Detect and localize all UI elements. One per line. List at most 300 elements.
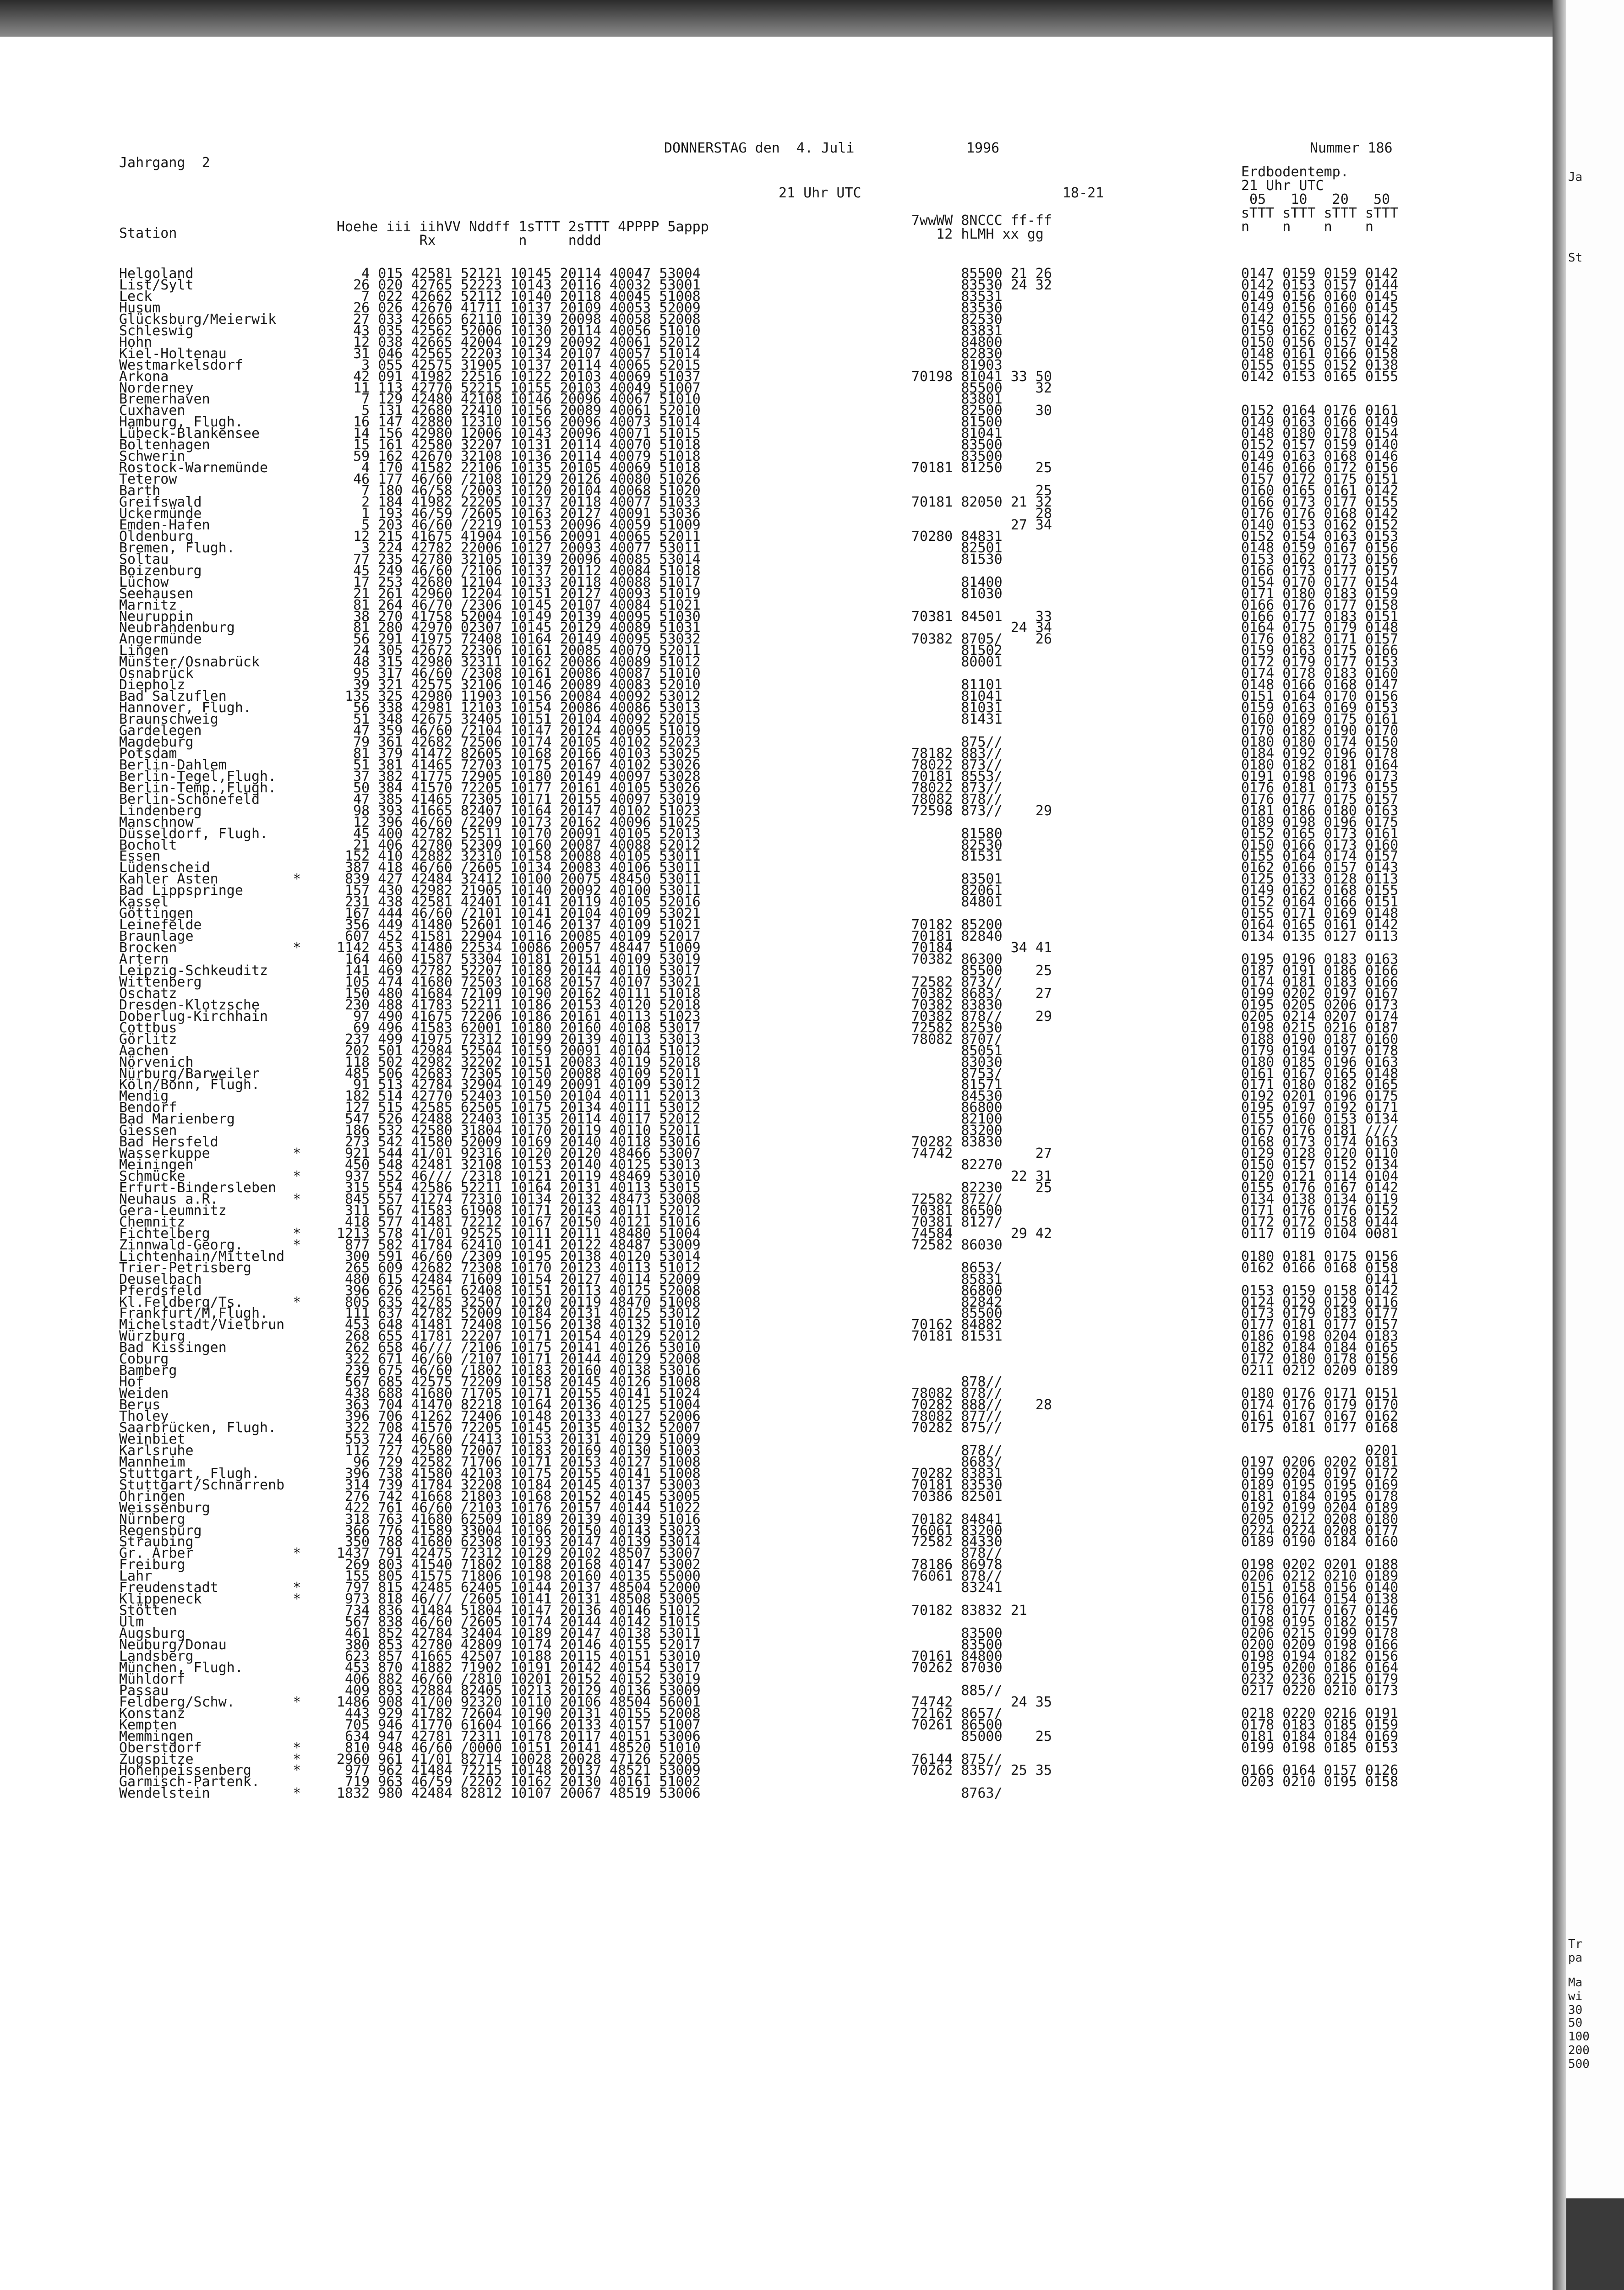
- weather-codes: 70280 84831: [911, 528, 1003, 545]
- synop-codes: 845 557 41274 72310 10134 20132 48473 53008: [337, 1191, 701, 1207]
- synop-codes: 21 261 42960 12204 10151 20127 40093 51019: [337, 585, 701, 602]
- station-name: Teterow: [119, 471, 177, 488]
- soil-temps: 0152 0165 0173 0161: [1241, 825, 1399, 842]
- station-name: Berus: [119, 1397, 161, 1413]
- station-name: Mannheim: [119, 1454, 185, 1470]
- station-name: Göttingen: [119, 905, 194, 922]
- weather-codes: 70382 83830: [911, 997, 1003, 1013]
- station-name: Augsburg: [119, 1625, 185, 1642]
- soil-temps: 0182 0184 0184 0165: [1241, 1340, 1399, 1356]
- synop-codes: 1437 791 42475 72312 10129 20102 48507 53007: [337, 1545, 701, 1562]
- station-name: Tholey: [119, 1408, 169, 1424]
- weather-codes: 76144 875//: [911, 1751, 1003, 1767]
- synop-codes: 450 548 42481 32108 10153 20140 40125 53013: [337, 1157, 701, 1173]
- station-name: Berlin-Tegel,Flugh.: [119, 768, 277, 785]
- synop-codes: 7 022 42662 52112 10140 20118 40045 51008: [337, 288, 701, 305]
- soil-temps: 0195 0205 0206 0173: [1241, 997, 1399, 1013]
- synop-codes: 839 427 42484 32412 10100 20075 48450 53011: [337, 871, 701, 888]
- station-name: Stötten: [119, 1603, 177, 1619]
- page-gutter-shadow: [1553, 0, 1566, 2290]
- jahrgang-label: Jahrgang 2: [119, 155, 210, 171]
- synop-codes: 7 180 46/58 /2003 10120 20104 40068 51020: [337, 483, 701, 499]
- synop-codes: 56 291 41975 72408 10164 20149 40095 53032: [337, 631, 701, 648]
- soil-temps: 0192 0199 0204 0189: [1241, 1499, 1399, 1516]
- synop-codes: 1832 980 42484 82812 10107 20067 48519 53006: [337, 1785, 701, 1802]
- synop-codes: 3 224 42782 22006 10127 20093 40077 53011: [337, 540, 701, 556]
- soil-temps: 0150 0156 0157 0142: [1241, 334, 1399, 350]
- synop-codes: 46 177 46/60 /2108 10129 20126 40080 51026: [337, 471, 701, 488]
- weather-codes: 81530: [911, 551, 1003, 567]
- synop-codes: 1213 578 41/01 92525 10111 20111 48480 51004: [337, 1225, 701, 1242]
- weather-codes: 72162 8657/: [911, 1705, 1003, 1722]
- soil-temps: 0186 0198 0204 0183: [1241, 1328, 1399, 1345]
- station-name: Würzburg: [119, 1328, 185, 1345]
- station-name: Freudenstadt *: [119, 1580, 301, 1596]
- weather-codes: 878//: [911, 1374, 1003, 1390]
- soil-temps: 0180 0182 0181 0164: [1241, 757, 1399, 773]
- station-name: Soltau: [119, 551, 169, 567]
- weather-codes: 70381 8127/: [911, 1214, 1003, 1230]
- soil-temps: 0198 0194 0182 0156: [1241, 1648, 1399, 1664]
- soil-temps: 0149 0163 0166 0149: [1241, 414, 1399, 431]
- soil-temps: 0150 0157 0152 0134: [1241, 1157, 1399, 1173]
- synop-codes: 363 704 41470 82218 10164 20136 40125 51004: [337, 1397, 701, 1413]
- synop-codes: 47 385 41465 72305 10171 20155 40097 53019: [337, 791, 701, 807]
- station-name: Leck: [119, 288, 153, 305]
- soil-temps: 0217 0220 0210 0173: [1241, 1682, 1399, 1699]
- synop-codes: 973 818 46/// /2605 10141 20131 48508 53005: [337, 1591, 701, 1608]
- station-name: Zugspitze *: [119, 1751, 301, 1767]
- synop-codes: 45 400 42782 52511 10170 20091 40105 52013: [337, 825, 701, 842]
- weather-codes: 878//: [911, 1442, 1003, 1459]
- weather-codes: 78182 883//: [911, 745, 1003, 762]
- soil-temps: 0159 0163 0175 0166: [1241, 643, 1399, 659]
- weather-codes: 84800: [911, 334, 1003, 350]
- soil-temp-depths: 05 10 20 50: [1241, 191, 1390, 207]
- synop-codes: 111 637 42782 52009 10184 20131 40125 53012: [337, 1305, 701, 1322]
- soil-temps: 0176 0177 0175 0157: [1241, 791, 1399, 807]
- station-name: Hannover, Flugh.: [119, 700, 251, 716]
- weather-codes: 85500: [911, 1305, 1003, 1322]
- synop-codes: 164 460 41587 53304 10181 20151 40109 53019: [337, 951, 701, 967]
- soil-temps: 0175 0181 0177 0168: [1241, 1419, 1399, 1436]
- soil-temps: 0141: [1241, 1271, 1399, 1287]
- weather-codes: 81041: [911, 688, 1003, 705]
- synop-codes: 56 338 42981 12103 10154 20086 40086 53013: [337, 700, 701, 716]
- station-name: Cottbus: [119, 1020, 177, 1036]
- soil-temps: 0152 0164 0176 0161: [1241, 403, 1399, 419]
- weather-codes: 8753/: [911, 1065, 1003, 1082]
- synop-codes: 485 506 42683 72305 10150 20088 40109 52011: [337, 1065, 701, 1082]
- weather-codes: 78082 877//: [911, 1408, 1003, 1424]
- synop-codes: 567 838 46/60 /2605 10174 20144 40142 51015: [337, 1614, 701, 1630]
- synop-codes: 77 235 42780 32105 10139 20096 40085 53014: [337, 551, 701, 567]
- weather-codes: 78082 878//: [911, 791, 1003, 807]
- weather-codes: 81502: [911, 643, 1003, 659]
- weather-codes: 74742 27: [911, 1145, 1052, 1162]
- synop-codes: 14 156 42980 12006 10143 20096 40071 51015: [337, 425, 701, 442]
- station-name: Coburg: [119, 1351, 169, 1368]
- station-name: Bendorf: [119, 1100, 177, 1116]
- soil-temps: 0151 0164 0170 0156: [1241, 688, 1399, 705]
- soil-temps: 0198 0202 0201 0188: [1241, 1557, 1399, 1573]
- station-name: Bad Lippspringe: [119, 883, 243, 899]
- weather-codes: 8763/: [911, 1785, 1003, 1802]
- station-name: Doberlug-Kirchhain: [119, 1008, 268, 1025]
- synop-codes: 239 675 46/60 /1802 10183 20160 40138 53016: [337, 1363, 701, 1379]
- synop-codes: 15 161 42580 32207 10131 20114 40070 51018: [337, 437, 701, 453]
- soil-temps: 0232 0236 0215 0179: [1241, 1671, 1399, 1687]
- synop-codes: 5 131 42680 22410 10156 20089 40061 52010: [337, 403, 701, 419]
- synop-codes: 366 776 41589 33004 10196 20150 40143 53023: [337, 1522, 701, 1539]
- scan-corner-shadow: [1566, 2198, 1624, 2290]
- station-name: Wendelstein *: [119, 1785, 301, 1802]
- weather-codes: 81030: [911, 585, 1003, 602]
- weather-codes: 70262 8357/ 25 35: [911, 1762, 1052, 1779]
- soil-temps: 0180 0180 0174 0150: [1241, 734, 1399, 750]
- synop-codes: 42 091 41982 22516 10122 20103 40069 51037: [337, 368, 701, 385]
- synop-codes: 186 532 42580 31804 10170 20119 40110 52011: [337, 1123, 701, 1139]
- weather-codes: 81903: [911, 357, 1003, 373]
- station-name: Mühldorf: [119, 1671, 185, 1687]
- soil-temps: 0134 0138 0134 0119: [1241, 1191, 1399, 1207]
- synop-codes: 59 162 42670 32108 10136 20114 40079 51018: [337, 448, 701, 465]
- soil-temps: 0166 0173 0177 0155: [1241, 494, 1399, 510]
- soil-temps: 0149 0162 0168 0155: [1241, 883, 1399, 899]
- soil-temps: 0191 0198 0196 0173: [1241, 768, 1399, 785]
- station-name: Braunlage: [119, 928, 194, 945]
- synop-codes: 51 381 41465 72703 10175 20167 40102 53026: [337, 757, 701, 773]
- soil-temps: 0152 0164 0166 0151: [1241, 894, 1399, 911]
- station-name: Neubrandenburg: [119, 620, 235, 636]
- soil-temps: 0142 0153 0165 0155: [1241, 368, 1399, 385]
- soil-temps: 0181 0186 0180 0163: [1241, 802, 1399, 819]
- weather-codes: 83241: [911, 1580, 1003, 1596]
- synop-codes: 322 671 46/60 /2107 10171 20144 40129 52008: [337, 1351, 701, 1368]
- weather-codes: 70382 86300: [911, 951, 1003, 967]
- station-name: Schwerin: [119, 448, 185, 465]
- soil-temps: 0166 0176 0177 0158: [1241, 597, 1399, 613]
- soil-temps: 0177 0181 0177 0157: [1241, 1317, 1399, 1333]
- station-name: Marnitz: [119, 597, 177, 613]
- synop-codes: 438 688 41680 71705 10171 20155 40141 51024: [337, 1385, 701, 1402]
- soil-temps: 0164 0165 0161 0142: [1241, 917, 1399, 933]
- next-page-fragment: pa: [1568, 1951, 1583, 1965]
- synop-codes: 43 035 42562 52006 10130 20114 40056 51010: [337, 322, 701, 339]
- station-name: Angermünde: [119, 631, 202, 648]
- station-name: Trier-Petrisberg: [119, 1260, 251, 1276]
- weather-codes: 78082 8707/: [911, 1031, 1003, 1047]
- weather-codes: 84530: [911, 1088, 1003, 1105]
- weather-codes: 81580: [911, 825, 1003, 842]
- weather-codes: 85500 21 26: [911, 266, 1052, 282]
- weather-codes: 83500: [911, 1625, 1003, 1642]
- weather-codes: 70181 8553/: [911, 768, 1003, 785]
- station-name: Magdeburg: [119, 734, 194, 750]
- soil-temps: 0211 0212 0209 0189: [1241, 1363, 1399, 1379]
- soil-temps: 0155 0171 0169 0148: [1241, 905, 1399, 922]
- soil-temps: 0199 0204 0197 0172: [1241, 1465, 1399, 1482]
- station-name: Weinbiet: [119, 1431, 185, 1447]
- next-page-fragment: 30: [1568, 2003, 1583, 2017]
- synop-codes: 480 615 42484 71609 10154 20127 40114 52009: [337, 1271, 701, 1287]
- synop-codes: 12 215 41675 41904 10156 20091 40065 52011: [337, 528, 701, 545]
- synop-codes: 3 055 42575 31905 10137 20114 40065 52015: [337, 357, 701, 373]
- weather-codes: 82501: [911, 540, 1003, 556]
- station-name: Aachen: [119, 1042, 169, 1059]
- weather-codes: 70381 84501 33: [911, 608, 1052, 625]
- weather-codes: 78022 873//: [911, 780, 1003, 796]
- synop-codes: 315 554 42586 52211 10164 20131 40113 53015: [337, 1180, 701, 1196]
- soil-temps: 0134 0135 0127 0113: [1241, 928, 1399, 945]
- soil-temps: 0155 0155 0152 0138: [1241, 357, 1399, 373]
- weather-codes: 70261 86500: [911, 1717, 1003, 1733]
- synop-codes: 17 253 42680 12104 10133 20118 40088 51017: [337, 574, 701, 590]
- soil-temps: 0172 0180 0178 0156: [1241, 1351, 1399, 1368]
- soil-temps: 0195 0197 0192 0171: [1241, 1100, 1399, 1116]
- station-name: Klippeneck *: [119, 1591, 301, 1608]
- station-name: Frankfurt/M,Flugh.: [119, 1305, 268, 1322]
- synop-codes: 16 147 42880 12310 10156 20096 40073 51014: [337, 414, 701, 431]
- next-page-fragment: Ma: [1568, 1976, 1583, 1990]
- synop-codes: 97 490 41675 72206 10186 20161 40113 51023: [337, 1008, 701, 1025]
- soil-temps: 0192 0201 0196 0175: [1241, 1088, 1399, 1105]
- synop-codes: 705 946 41770 61604 10166 20133 40157 51007: [337, 1717, 701, 1733]
- synop-codes: 48 315 42980 32311 10162 20086 40089 51012: [337, 654, 701, 671]
- soil-temps: 0188 0190 0187 0160: [1241, 1031, 1399, 1047]
- soil-temps: 0160 0165 0161 0142: [1241, 483, 1399, 499]
- synop-codes: 26 026 42670 41711 10137 20109 40053 52009: [337, 300, 701, 316]
- synop-codes: 12 396 46/60 /2209 10173 20162 40096 51025: [337, 814, 701, 830]
- synop-codes: 1142 453 41480 22534 10086 20057 48447 51009: [337, 940, 701, 956]
- soil-temps: 0198 0215 0216 0187: [1241, 1020, 1399, 1036]
- synop-codes: 182 514 42770 52403 10150 20104 40111 52013: [337, 1088, 701, 1105]
- station-name: Kempten: [119, 1717, 177, 1733]
- soil-temps: 0176 0182 0171 0157: [1241, 631, 1399, 648]
- weather-codes: 83500: [911, 448, 1003, 465]
- weather-codes: 83500: [911, 1637, 1003, 1653]
- next-page-fragment: wi: [1568, 1990, 1583, 2003]
- synop-codes: 805 635 42/85 32507 10120 20119 48470 51008: [337, 1294, 701, 1310]
- synop-codes: 12 038 42665 42004 10129 20092 40061 52012: [337, 334, 701, 350]
- synop-codes: 453 870 41882 71902 10191 20142 40154 53017: [337, 1659, 701, 1676]
- station-column-header: Station: [119, 225, 177, 241]
- station-name: Bremen, Flugh.: [119, 540, 235, 556]
- synop-codes: 356 449 41480 52601 10146 20137 40109 51021: [337, 917, 701, 933]
- soil-temps: 0224 0224 0208 0177: [1241, 1522, 1399, 1539]
- synop-codes: 237 499 41975 72312 10199 20139 40113 53013: [337, 1031, 701, 1047]
- weather-codes: 81500: [911, 414, 1003, 431]
- station-name: Lingen: [119, 643, 169, 659]
- station-name: Lahr: [119, 1568, 153, 1585]
- weather-codes: 22 31: [911, 1168, 1052, 1185]
- soil-temps: 0147 0159 0159 0142: [1241, 266, 1399, 282]
- station-name: Nürnberg: [119, 1511, 185, 1527]
- soil-temps: 0172 0172 0158 0144: [1241, 1214, 1399, 1230]
- station-name: Kiel-Holtenau: [119, 345, 227, 362]
- synop-codes: 453 648 41481 72408 10156 20138 40132 51010: [337, 1317, 701, 1333]
- weather-codes: 8653/: [911, 1260, 1003, 1276]
- soil-temps: 0174 0178 0183 0160: [1241, 665, 1399, 682]
- weather-codes: 78022 873//: [911, 757, 1003, 773]
- station-name: Nürburg/Barweiler: [119, 1065, 260, 1082]
- station-name: Freiburg: [119, 1557, 185, 1573]
- soil-temps: 0140 0153 0162 0152: [1241, 517, 1399, 533]
- synop-codes: 937 552 46/// /2318 10121 20119 48469 53010: [337, 1168, 701, 1185]
- soil-temps: 0172 0179 0177 0153: [1241, 654, 1399, 671]
- weather-codes: 81041: [911, 425, 1003, 442]
- weather-codes: 78186 86978: [911, 1557, 1003, 1573]
- soil-temps: 0159 0162 0162 0143: [1241, 322, 1399, 339]
- soil-temps: 0189 0198 0196 0175: [1241, 814, 1399, 830]
- station-name: Nörvenich: [119, 1054, 194, 1070]
- weather-codes: 70262 87030: [911, 1659, 1003, 1676]
- synop-codes: 81 280 42970 02307 10145 20129 40089 51031: [337, 620, 701, 636]
- next-page-fragment: 50: [1568, 2016, 1583, 2030]
- station-name: Landsberg: [119, 1648, 194, 1664]
- weather-codes: 83531: [911, 288, 1003, 305]
- station-name: Bamberg: [119, 1363, 177, 1379]
- soil-temps: 0189 0190 0184 0160: [1241, 1534, 1399, 1550]
- station-name: Kassel: [119, 894, 169, 911]
- weather-codes: 72582 86030: [911, 1237, 1003, 1253]
- soil-temps: 0162 0166 0157 0143: [1241, 860, 1399, 876]
- weather-codes: 70386 82501: [911, 1488, 1003, 1505]
- next-page-fragment: 100: [1568, 2030, 1590, 2044]
- soil-temps: 0155 0176 0167 0142: [1241, 1180, 1399, 1196]
- soil-temp-unit: n n n n: [1241, 219, 1373, 235]
- station-name: Leinefelde: [119, 917, 202, 933]
- synop-codes: 396 626 42561 62408 10151 20113 40125 52008: [337, 1282, 701, 1299]
- synop-codes: 231 438 42581 42401 10141 20119 40105 52016: [337, 894, 701, 911]
- weather-codes: 70198 81041 33 50: [911, 368, 1052, 385]
- synop-codes: 105 474 41680 72503 10168 20157 40107 53021: [337, 974, 701, 990]
- soil-temps: 0146 0166 0172 0156: [1241, 460, 1399, 476]
- synop-codes: 112 727 42580 72007 10183 20169 40130 51003: [337, 1442, 701, 1459]
- synop-codes: 300 591 46/60 /2309 10195 20138 40120 53014: [337, 1248, 701, 1265]
- station-name: München, Flugh.: [119, 1659, 243, 1676]
- weather-codes: 70182 85200: [911, 917, 1003, 933]
- synop-codes: 141 469 42782 52207 10189 20144 40110 53017: [337, 962, 701, 979]
- station-name: Glücksburg/Meierwik: [119, 311, 277, 327]
- binding-edge: [0, 0, 1553, 37]
- soil-temps: 0142 0153 0157 0144: [1241, 277, 1399, 293]
- weather-codes: 83200: [911, 1123, 1003, 1139]
- weather-column-header: 7wwWW 8NCCC ff-ff: [911, 213, 1052, 229]
- weather-codes: 72598 873// 29: [911, 802, 1052, 819]
- synop-codes: 152 410 42882 32310 10158 20088 40105 53011: [337, 848, 701, 865]
- weather-codes: 80001: [911, 654, 1003, 671]
- weather-codes: 81531: [911, 848, 1003, 865]
- soil-temps: 0129 0128 0120 0110: [1241, 1145, 1399, 1162]
- station-name: Lüchow: [119, 574, 169, 590]
- soil-temps: 0159 0163 0169 0153: [1241, 700, 1399, 716]
- soil-temps: 0166 0164 0157 0126: [1241, 1762, 1399, 1779]
- synop-codes: 409 893 42884 82405 10213 20129 40136 53009: [337, 1682, 701, 1699]
- soil-temps: 0171 0176 0176 0152: [1241, 1202, 1399, 1219]
- synop-codes: 127 515 42585 62505 10175 20134 40111 53012: [337, 1100, 701, 1116]
- station-name: Bad Hersfeld: [119, 1134, 218, 1150]
- station-name: Cuxhaven: [119, 403, 185, 419]
- weather-codes: 70161 84800: [911, 1648, 1003, 1664]
- synop-codes: 96 729 42582 71706 10171 20153 40127 51008: [337, 1454, 701, 1470]
- soil-temps: 0203 0210 0195 0158: [1241, 1774, 1399, 1790]
- station-name: Saarbrücken, Flugh.: [119, 1419, 277, 1436]
- synop-codes: 47 359 46/60 /2104 10147 20124 40095 51019: [337, 723, 701, 739]
- soil-temps: 0162 0166 0168 0158: [1241, 1260, 1399, 1276]
- soil-temps: 0206 0212 0210 0189: [1241, 1568, 1399, 1585]
- synop-codes: 21 406 42780 52309 10160 20087 40088 52012: [337, 837, 701, 853]
- soil-temps: 0184 0192 0196 0178: [1241, 745, 1399, 762]
- station-name: Bad Kissingen: [119, 1340, 227, 1356]
- station-name: Neuhaus a.R. *: [119, 1191, 301, 1207]
- synop-codes: 167 444 46/60 /2101 10141 20104 40109 53021: [337, 905, 701, 922]
- synop-codes: 4 170 41582 22106 10135 20105 40069 51018: [337, 460, 701, 476]
- weather-codes: 84801: [911, 894, 1003, 911]
- soil-temps: 0124 0129 0129 0116: [1241, 1294, 1399, 1310]
- soil-temps: 0198 0195 0182 0157: [1241, 1614, 1399, 1630]
- station-name: Regensburg: [119, 1522, 202, 1539]
- weather-codes: 82100: [911, 1111, 1003, 1128]
- synop-codes: 50 384 41570 72205 10177 20161 40105 53026: [337, 780, 701, 796]
- synop-codes: 2 184 41982 22205 10137 20118 40077 51033: [337, 494, 701, 510]
- weather-codes: 70382 878// 29: [911, 1008, 1052, 1025]
- report-year: 1996: [966, 140, 1000, 156]
- synop-codes: 4 015 42581 52121 10145 20114 40047 53004: [337, 266, 701, 282]
- soil-temps: 0176 0181 0173 0155: [1241, 780, 1399, 796]
- station-name: Lindenberg: [119, 802, 202, 819]
- weather-codes: 25: [911, 483, 1052, 499]
- station-name: Ulm: [119, 1614, 144, 1630]
- weather-codes: 85051: [911, 1042, 1003, 1059]
- soil-temps: 0148 0166 0168 0147: [1241, 677, 1399, 693]
- station-name: Fichtelberg *: [119, 1225, 301, 1242]
- soil-temps: 0176 0176 0168 0142: [1241, 505, 1399, 522]
- synop-codes: 135 325 42980 11903 10156 20084 40092 53012: [337, 688, 701, 705]
- weather-codes: 70282 83830: [911, 1134, 1003, 1150]
- synop-codes: 276 742 41668 21803 10168 20152 40145 53005: [337, 1488, 701, 1505]
- station-name: Oberstdorf *: [119, 1739, 301, 1756]
- synop-codes: 1 193 46/59 /2605 10163 20127 40091 53036: [337, 505, 701, 522]
- synop-codes: 547 526 42488 22403 10135 20114 40117 52012: [337, 1111, 701, 1128]
- synop-codes: 230 488 41783 52211 10186 20153 40120 52018: [337, 997, 701, 1013]
- weather-codes: 86800: [911, 1100, 1003, 1116]
- station-name: Öhringen: [119, 1488, 185, 1505]
- station-name: Berlin-Schönefeld: [119, 791, 260, 807]
- soil-temps: 0153 0162 0173 0156: [1241, 551, 1399, 567]
- synop-codes: 27 033 42665 62110 10139 20098 40058 52008: [337, 311, 701, 327]
- weather-codes: 70181 82050 21 32: [911, 494, 1052, 510]
- synop-codes: 38 270 41758 52004 10149 20139 40095 51030: [337, 608, 701, 625]
- weather-codes: 72582 82530: [911, 1020, 1003, 1036]
- soil-temps: 0174 0181 0183 0166: [1241, 974, 1399, 990]
- synop-codes: 797 815 42485 62405 10144 20137 48504 52000: [337, 1580, 701, 1596]
- synop-codes: 11 113 42770 52215 10155 20103 40049 51007: [337, 380, 701, 396]
- weather-codes: 70382 8705/ 26: [911, 631, 1052, 648]
- soil-temps: 0161 0167 0165 0148: [1241, 1065, 1399, 1082]
- weather-codes: 83831: [911, 322, 1003, 339]
- soil-temps: 0167 0176 0181 ////: [1241, 1123, 1399, 1139]
- soil-temps: 0166 0173 0177 0157: [1241, 562, 1399, 579]
- soil-temps: 0195 0200 0186 0164: [1241, 1659, 1399, 1676]
- station-name: Husum: [119, 300, 161, 316]
- synop-codes: 977 962 41484 72215 10148 20137 48521 53009: [337, 1762, 701, 1779]
- soil-temps: 0142 0155 0156 0142: [1241, 311, 1399, 327]
- synop-codes: 623 857 41665 42507 10188 20115 40151 53010: [337, 1648, 701, 1664]
- synop-codes: 553 724 46/60 /2413 10153 20131 40129 51009: [337, 1431, 701, 1447]
- weather-codes: 82230 25: [911, 1180, 1052, 1196]
- weather-codes: 85500 32: [911, 380, 1052, 396]
